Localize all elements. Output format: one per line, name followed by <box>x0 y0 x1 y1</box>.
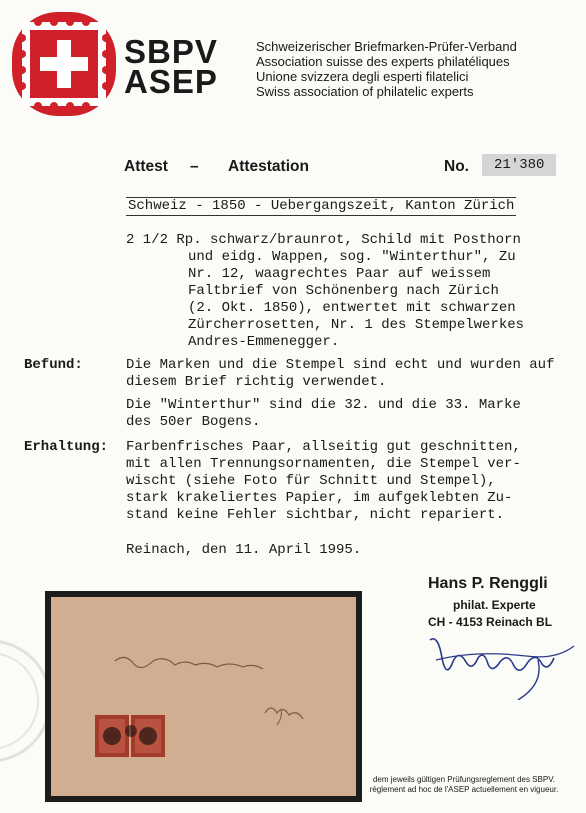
signer-name: Hans P. Renggli <box>428 575 548 592</box>
brand-asep: ASEP <box>124 63 218 100</box>
erhaltung-line: Farbenfrisches Paar, allseitig gut geschnitten, <box>126 439 521 455</box>
association-name-fr: Association suisse des experts philatéliques <box>256 54 510 69</box>
erhaltung-line: stand keine Fehler sichtbar, nicht repariert. <box>126 507 505 523</box>
attest-label: Attest <box>124 158 168 175</box>
befund-line: Die Marken und die Stempel sind echt und wurden auf <box>126 357 555 373</box>
association-name-de: Schweizerischer Briefmarken-Prüfer-Verband <box>256 39 517 54</box>
description-line: Andres-Emmenegger. <box>188 334 340 350</box>
erhaltung-line: stark krakeliertes Papier, im aufgeklebten Zu- <box>126 490 513 506</box>
description-line: 2 1/2 Rp. schwarz/braunrot, Schild mit Posthorn <box>126 232 521 248</box>
sbpv-logo-icon <box>8 8 120 120</box>
attest-dash: – <box>190 158 199 175</box>
erhaltung-label: Erhaltung: <box>24 439 109 455</box>
handwritten-signature-icon <box>428 630 578 700</box>
signer-address: CH - 4153 Reinach BL <box>428 615 553 629</box>
place-date: Reinach, den 11. April 1995. <box>126 542 362 558</box>
befund-label: Befund: <box>24 357 83 373</box>
description-line: Faltbrief von Schönenberg nach Zürich <box>188 283 499 299</box>
attestation-title: Attestation <box>228 158 309 175</box>
signer-title: philat. Experte <box>453 598 536 612</box>
association-name-en: Swiss association of philatelic experts <box>256 84 474 99</box>
certificate-number: 21'380 <box>482 154 556 176</box>
brand-sbpv: SBPV <box>124 33 218 70</box>
erhaltung-line: mit allen Trennungsornamenten, die Stempel ver- <box>126 456 521 472</box>
erhaltung-line: wischt (siehe Foto für Schnitt und Stempel), <box>126 473 496 489</box>
description-line: und eidg. Wappen, sog. "Winterthur", Zu <box>188 249 516 265</box>
befund-line: diesem Brief richtig verwendet. <box>126 374 387 390</box>
description-line: (2. Okt. 1850), entwertet mit schwarzen <box>188 300 516 316</box>
description-line: Nr. 12, waagrechtes Paar auf weissem <box>188 266 491 282</box>
footer-line: règlement ad hoc de l'ASEP actuellement en vigueur. <box>369 785 559 794</box>
description-line: Zürcherrosetten, Nr. 1 des Stempelwerkes <box>188 317 525 333</box>
certificate-number-label: No. <box>444 158 469 175</box>
footer-note <box>353 775 575 795</box>
befund-extra-line: des 50er Bogens. <box>126 414 261 430</box>
cover-photo <box>45 591 362 802</box>
association-name-it: Unione svizzera degli esperti filatelici <box>256 69 469 84</box>
befund-extra-line: Die "Winterthur" sind die 32. und die 33. Marke <box>126 397 521 413</box>
subject-heading: Schweiz - 1850 - Uebergangszeit, Kanton Zürich <box>128 198 515 214</box>
footer-line: dem jeweils gültigen Prüfungsreglement des SBPV. <box>372 775 556 784</box>
